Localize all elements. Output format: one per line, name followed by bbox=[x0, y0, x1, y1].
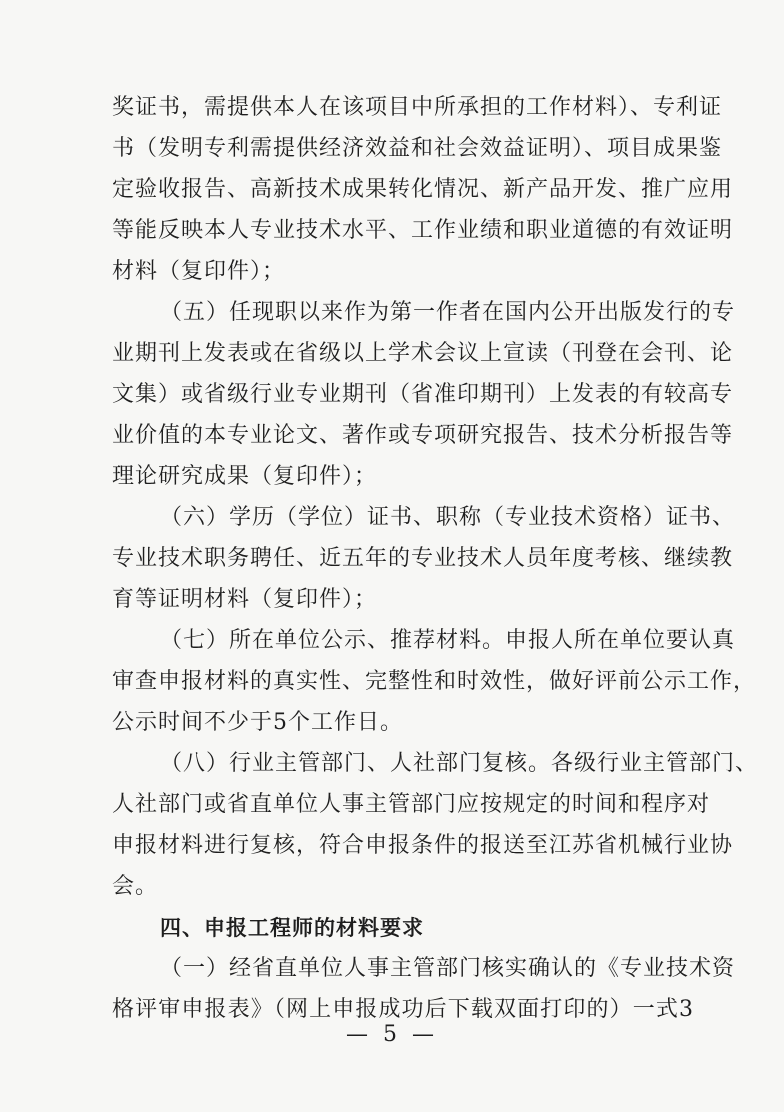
text-line: （八）行业主管部门、人社部门复核。各级行业主管部门、 bbox=[160, 751, 759, 776]
text-line: （五）任现职以来作为第一作者在国内公开出版发行的专 bbox=[160, 300, 736, 325]
text-line: （六）学历（学位）证书、职称（专业技术资格）证书、 bbox=[160, 505, 736, 530]
text-line: 审查申报材料的真实性、完整性和时效性，做好评前公示工作， bbox=[112, 669, 757, 694]
text-line: 公示时间不少于5个工作日。 bbox=[112, 710, 403, 735]
text-line: （七）所在单位公示、推荐材料。申报人所在单位要认真 bbox=[160, 628, 736, 653]
text-line: 业价值的本专业论文、著作或专项研究报告、技术分析报告等 bbox=[112, 423, 734, 448]
text-line: 文集）或省级行业专业期刊（省准印期刊）上发表的有较高专 bbox=[112, 382, 734, 407]
text-line: 会。 bbox=[112, 874, 159, 899]
text-line: 等能反映本人专业技术水平、工作业绩和职业道德的有效证明 bbox=[112, 218, 734, 243]
page-number: — 5 — bbox=[346, 1022, 438, 1047]
text-line: （一）经省直单位人事主管部门核实确认的《专业技术资 bbox=[160, 956, 736, 981]
text-line: 格评审申报表》（网上申报成功后下载双面打印的）一式3 bbox=[112, 997, 694, 1022]
text-line: 专业技术职务聘任、近五年的专业技术人员年度考核、继续教 bbox=[112, 546, 734, 571]
text-line: 申报材料进行复核，符合申报条件的报送至江苏省机械行业协 bbox=[112, 833, 734, 858]
section-heading: 四、申报工程师的材料要求 bbox=[160, 916, 424, 940]
text-line: 定验收报告、高新技术成果转化情况、新产品开发、推广应用 bbox=[112, 177, 734, 202]
text-line: 书（发明专利需提供经济效益和社会效益证明）、项目成果鉴 bbox=[112, 136, 723, 161]
text-line: 理论研究成果（复印件）； bbox=[112, 464, 378, 489]
text-line: 业期刊上发表或在省级以上学术会议上宣读（刊登在会刊、论 bbox=[112, 341, 734, 366]
text-line: 材料（复印件）； bbox=[112, 259, 286, 284]
text-line: 育等证明材料（复印件）； bbox=[112, 587, 378, 612]
text-line: 人社部门或省直单位人事主管部门应按规定的时间和程序对 bbox=[112, 792, 711, 817]
text-line: 奖证书，需提供本人在该项目中所承担的工作材料）、专利证 bbox=[112, 95, 723, 120]
